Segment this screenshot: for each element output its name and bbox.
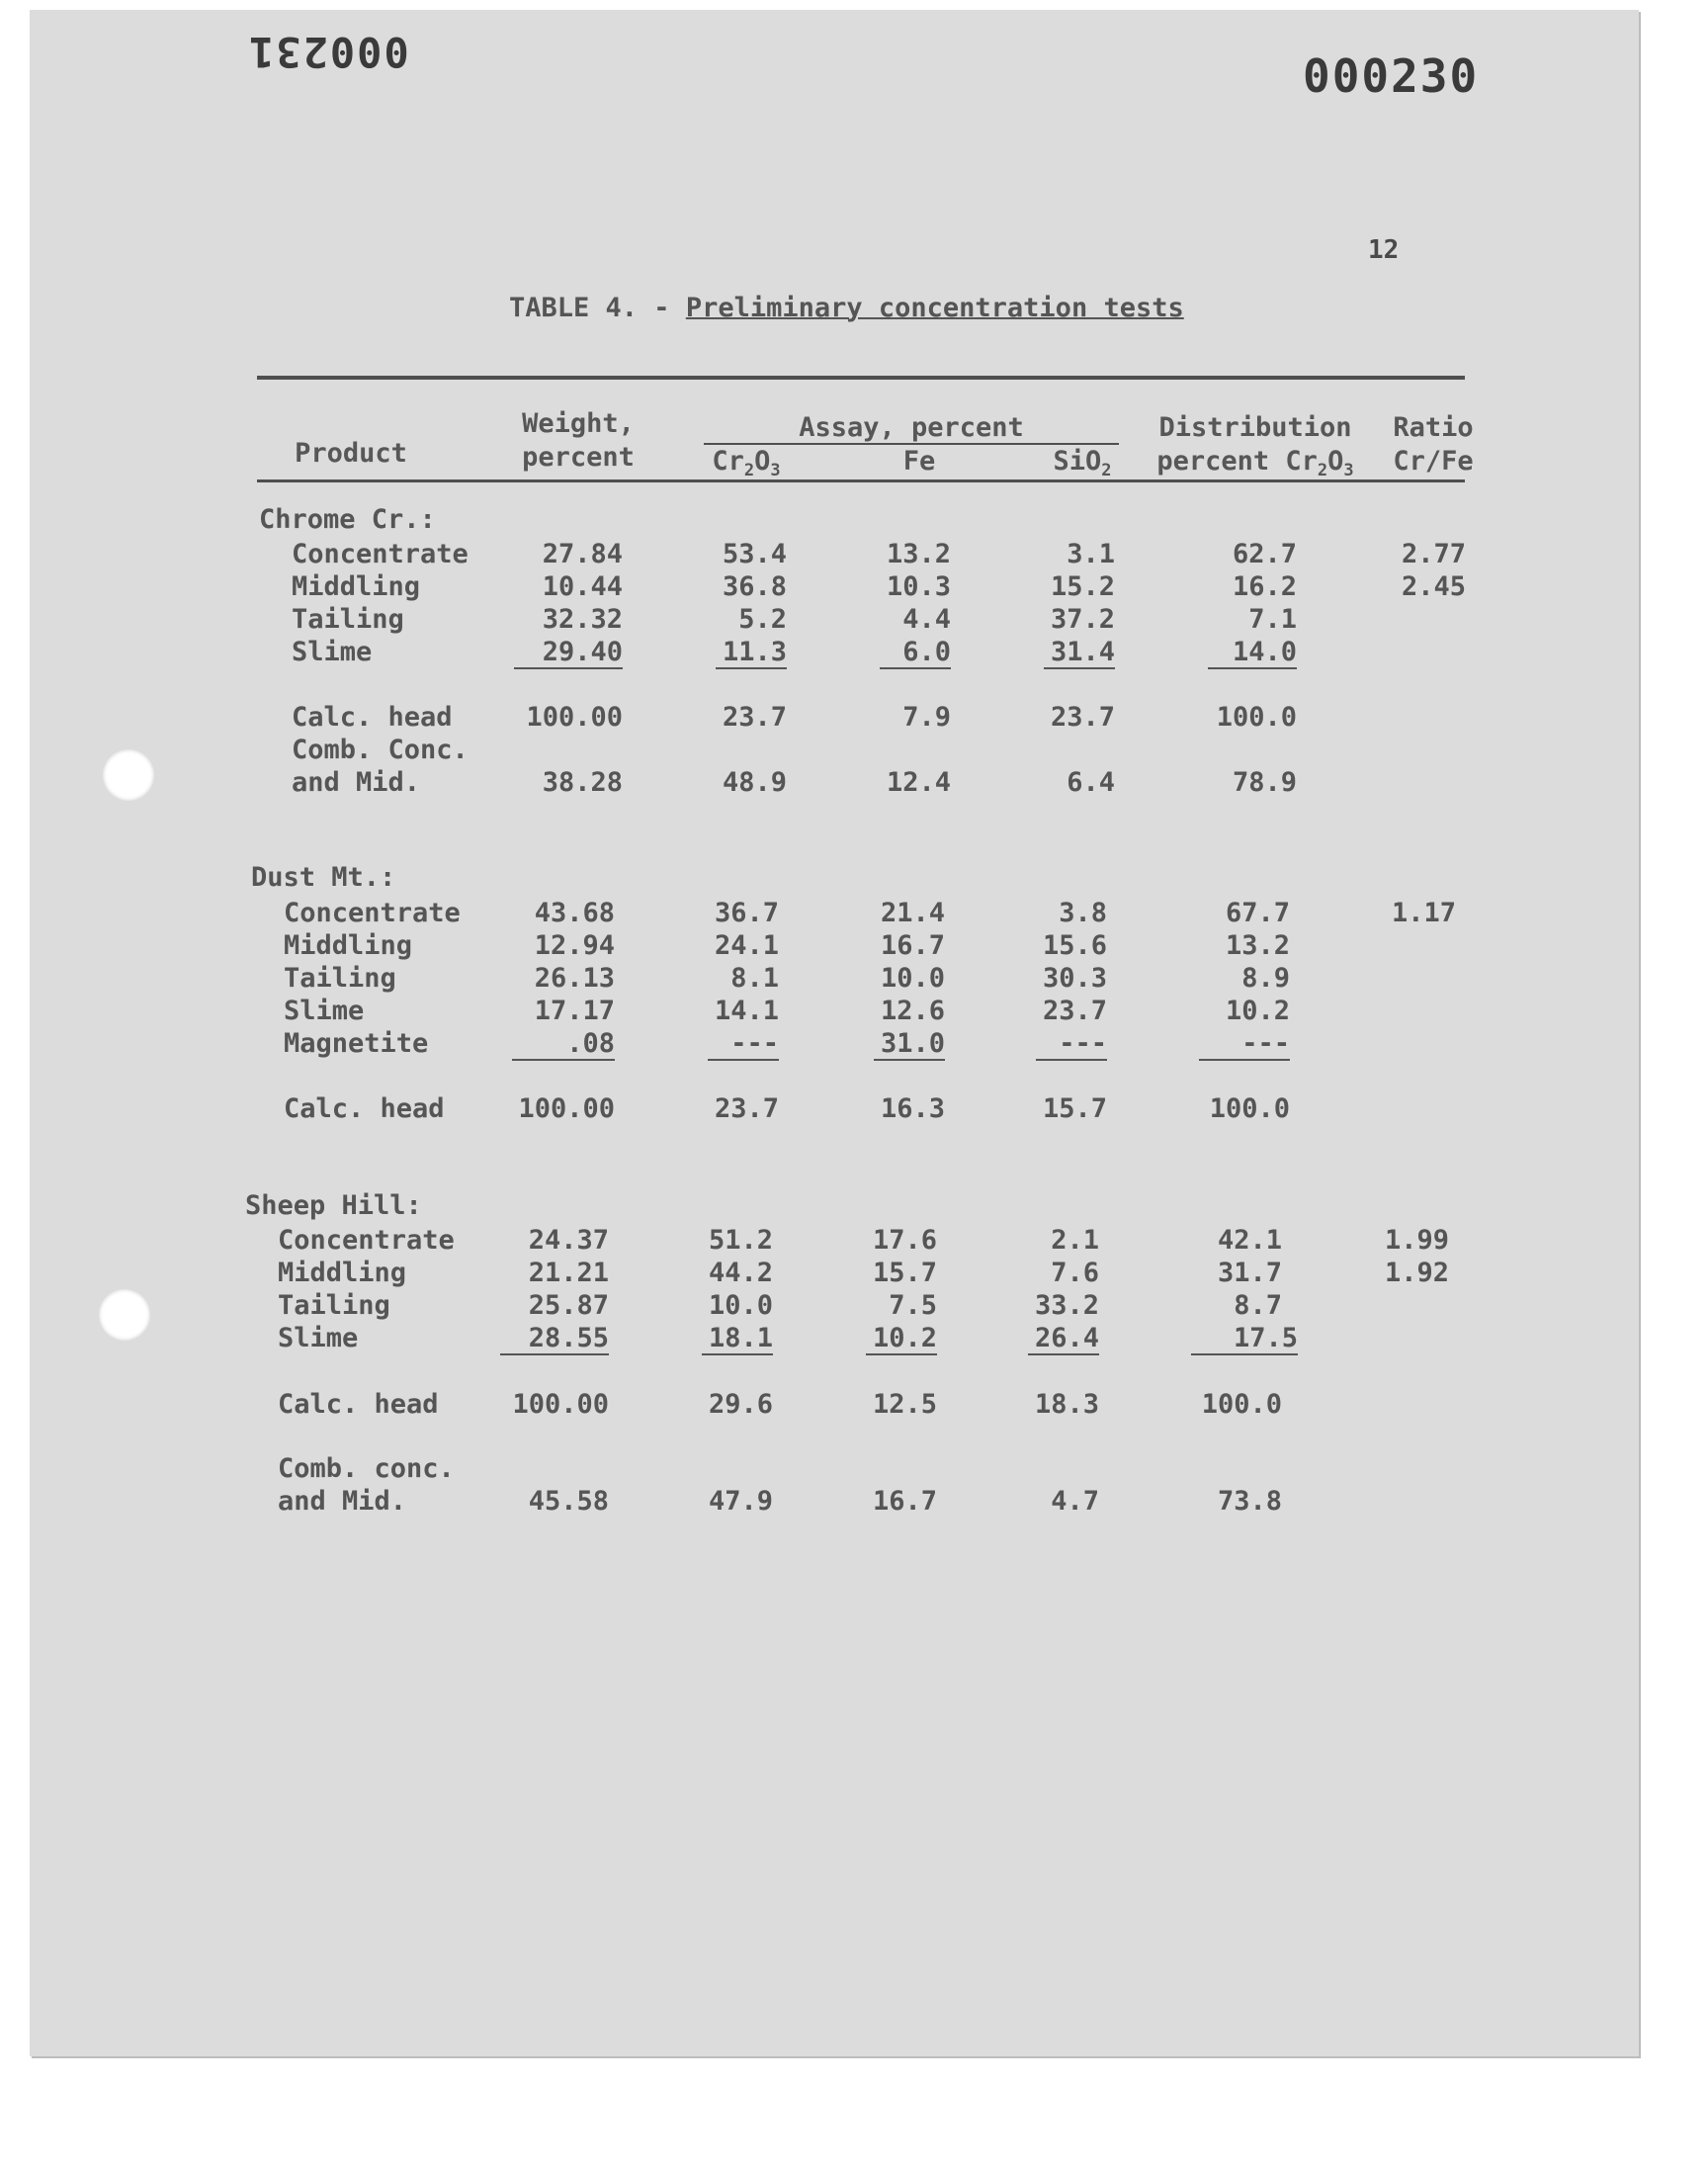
cell-cr2o3: 5.2 — [738, 604, 787, 635]
cell-weight: 100.00 — [518, 1093, 615, 1124]
cell-fe: 16.7 — [872, 1486, 937, 1517]
cell-cr2o3: 8.1 — [730, 963, 779, 994]
header-fe: Fe — [902, 446, 936, 477]
cell-distribution: 8.7 — [1234, 1290, 1282, 1321]
header-ratio — [1384, 411, 1483, 478]
cell-distribution: 31.7 — [1217, 1258, 1282, 1288]
cell-fe: 7.5 — [889, 1290, 937, 1321]
header-assay: Assay, percent — [799, 412, 1024, 443]
cell-sio2: 6.4 — [1067, 767, 1115, 798]
punch-hole-lower — [99, 1289, 150, 1341]
cell-cr2o3: --- — [708, 1028, 779, 1061]
cell-weight: 29.40 — [514, 637, 623, 669]
cell-weight: 28.55 — [500, 1323, 609, 1355]
header-distribution-line1: Distribution — [1158, 412, 1352, 443]
cell-cr2o3: 29.6 — [708, 1389, 773, 1420]
cell-weight: 38.28 — [542, 767, 623, 798]
cell-product: Calc. head — [284, 1093, 445, 1124]
cell-distribution: 14.0 — [1208, 637, 1297, 669]
cell-sio2: 3.1 — [1067, 539, 1115, 569]
cell-distribution: 10.2 — [1225, 996, 1290, 1026]
cell-cr2o3: 36.7 — [714, 898, 779, 928]
cell-distribution: 78.9 — [1232, 767, 1297, 798]
stamp-number-top-left: 000231 — [247, 28, 409, 76]
cell-sio2: 15.7 — [1042, 1093, 1107, 1124]
header-weight — [509, 407, 647, 475]
cell-sio2: 7.6 — [1051, 1258, 1099, 1288]
cell-distribution: 67.7 — [1225, 898, 1290, 928]
cell-weight: 32.32 — [542, 604, 623, 635]
cell-product: Middling — [278, 1258, 407, 1288]
cell-product: Slime — [278, 1323, 359, 1353]
cell-fe: 10.2 — [866, 1323, 937, 1355]
cell-sio2: 37.2 — [1050, 604, 1115, 635]
cell-sio2: 23.7 — [1050, 702, 1115, 733]
cell-cr2o3: 36.8 — [722, 571, 787, 602]
cell-ratio: 2.45 — [1401, 571, 1466, 602]
cell-fe: 13.2 — [886, 539, 951, 569]
cell-distribution: --- — [1199, 1028, 1290, 1061]
cell-cr2o3: 48.9 — [722, 767, 787, 798]
cell-cr2o3: 23.7 — [714, 1093, 779, 1124]
cell-distribution: 62.7 — [1232, 539, 1297, 569]
cell-cr2o3: 44.2 — [708, 1258, 773, 1288]
cell-weight: 21.21 — [528, 1258, 609, 1288]
cell-distribution: 100.0 — [1201, 1389, 1282, 1420]
cell-fe: 16.7 — [880, 930, 945, 961]
cell-fe: 12.6 — [880, 996, 945, 1026]
cell-fe: 10.0 — [880, 963, 945, 994]
cell-fe: 16.3 — [880, 1093, 945, 1124]
cell-sio2: 15.2 — [1050, 571, 1115, 602]
cell-sio2: 23.7 — [1042, 996, 1107, 1026]
cell-fe: 4.4 — [902, 604, 951, 635]
cell-sio2: 31.4 — [1044, 637, 1115, 669]
cell-weight: 12.94 — [534, 930, 615, 961]
header-sio2 — [1038, 445, 1127, 487]
group-heading-sheep-hill: Sheep Hill: — [245, 1190, 422, 1221]
cell-cr2o3: 11.3 — [716, 637, 787, 669]
punch-hole-upper — [103, 749, 154, 801]
cell-weight: 25.87 — [528, 1290, 609, 1321]
header-weight-line2: percent — [522, 442, 635, 473]
header-distribution-sub1: 2 — [1317, 461, 1328, 480]
cell-cr2o3: 24.1 — [714, 930, 779, 961]
header-sio2-sub: 2 — [1101, 461, 1112, 480]
cell-cr2o3: 47.9 — [708, 1486, 773, 1517]
cell-product: Tailing — [278, 1290, 390, 1321]
cell-sio2: 3.8 — [1059, 898, 1107, 928]
cell-fe: 7.9 — [902, 702, 951, 733]
cell-product: Concentrate — [278, 1225, 455, 1256]
cell-distribution: 73.8 — [1217, 1486, 1282, 1517]
cell-product: Concentrate — [292, 539, 469, 569]
cell-ratio: 1.99 — [1384, 1225, 1449, 1256]
cell-fe: 31.0 — [874, 1028, 945, 1061]
cell-distribution: 8.9 — [1241, 963, 1290, 994]
cell-weight: 100.00 — [512, 1389, 609, 1420]
header-cr2o3-cr: Cr — [712, 446, 744, 477]
table-title-text: Preliminary concentration tests — [685, 293, 1184, 323]
cell-cr2o3: 14.1 — [714, 996, 779, 1026]
cell-distribution: 100.0 — [1209, 1093, 1290, 1124]
cell-weight: 26.13 — [534, 963, 615, 994]
cell-weight: 17.17 — [534, 996, 615, 1026]
cell-distribution: 17.5 — [1191, 1323, 1298, 1355]
cell-weight: 24.37 — [528, 1225, 609, 1256]
header-cr2o3-sub1: 2 — [743, 461, 755, 480]
cell-distribution: 16.2 — [1232, 571, 1297, 602]
cell-product: Comb. Conc. — [292, 735, 469, 765]
header-ratio-line2: Cr/Fe — [1393, 446, 1474, 477]
header-distribution-sub2: 3 — [1343, 461, 1354, 480]
table-title-prefix: TABLE 4. - — [509, 293, 686, 323]
cell-product: Tailing — [284, 963, 396, 994]
header-product: Product — [295, 438, 407, 469]
cell-fe: 10.3 — [886, 571, 951, 602]
header-ratio-line1: Ratio — [1393, 412, 1474, 443]
cell-fe: 21.4 — [880, 898, 945, 928]
cell-product: Concentrate — [284, 898, 461, 928]
cell-sio2: 2.1 — [1051, 1225, 1099, 1256]
cell-product: Magnetite — [284, 1028, 429, 1059]
cell-cr2o3: 18.1 — [702, 1323, 773, 1355]
cell-weight: .08 — [512, 1028, 615, 1061]
header-distribution-line2 — [1142, 445, 1369, 487]
cell-ratio: 1.17 — [1391, 898, 1456, 928]
cell-distribution: 42.1 — [1217, 1225, 1282, 1256]
cell-product: and Mid. — [292, 767, 421, 798]
header-distribution — [1142, 411, 1369, 487]
cell-distribution: 100.0 — [1216, 702, 1297, 733]
cell-weight: 45.58 — [528, 1486, 609, 1517]
cell-weight: 27.84 — [542, 539, 623, 569]
cell-product: Middling — [284, 930, 413, 961]
stamp-number-top-right: 000230 — [1303, 49, 1480, 103]
cell-fe: 12.5 — [872, 1389, 937, 1420]
cell-product: Calc. head — [278, 1389, 439, 1420]
cell-cr2o3: 53.4 — [722, 539, 787, 569]
cell-fe: 12.4 — [886, 767, 951, 798]
cell-distribution: 7.1 — [1248, 604, 1297, 635]
cell-product: and Mid. — [278, 1486, 407, 1517]
header-weight-line1: Weight, — [522, 408, 635, 439]
cell-sio2: 15.6 — [1042, 930, 1107, 961]
cell-sio2: 30.3 — [1042, 963, 1107, 994]
cell-ratio: 1.92 — [1384, 1258, 1449, 1288]
cell-sio2: --- — [1036, 1028, 1107, 1061]
header-distribution-o: O — [1327, 446, 1344, 477]
header-cr2o3-o: O — [754, 446, 771, 477]
cell-product: Slime — [284, 996, 365, 1026]
cell-weight: 43.68 — [534, 898, 615, 928]
table-top-rule — [257, 376, 1465, 380]
header-sio2-base: SiO — [1053, 446, 1102, 477]
cell-fe: 15.7 — [872, 1258, 937, 1288]
cell-product: Comb. conc. — [278, 1453, 455, 1484]
header-cr2o3-sub2: 3 — [770, 461, 781, 480]
cell-cr2o3: 10.0 — [708, 1290, 773, 1321]
cell-product: Slime — [292, 637, 373, 667]
cell-product: Middling — [292, 571, 421, 602]
header-cr2o3 — [692, 445, 801, 487]
page-number: 12 — [1368, 235, 1400, 265]
group-heading-chrome: Chrome Cr.: — [259, 504, 436, 535]
cell-product: Tailing — [292, 604, 404, 635]
cell-ratio: 2.77 — [1401, 539, 1466, 569]
cell-sio2: 26.4 — [1028, 1323, 1099, 1355]
cell-product: Calc. head — [292, 702, 453, 733]
header-distribution-base: percent Cr — [1156, 446, 1318, 477]
cell-fe: 6.0 — [880, 637, 951, 669]
cell-cr2o3: 51.2 — [708, 1225, 773, 1256]
cell-sio2: 18.3 — [1034, 1389, 1099, 1420]
table-title — [509, 293, 1184, 323]
cell-sio2: 33.2 — [1034, 1290, 1099, 1321]
cell-fe: 17.6 — [872, 1225, 937, 1256]
group-heading-dust: Dust Mt.: — [251, 862, 396, 893]
cell-cr2o3: 23.7 — [722, 702, 787, 733]
cell-weight: 10.44 — [542, 571, 623, 602]
cell-distribution: 13.2 — [1225, 930, 1290, 961]
cell-weight: 100.00 — [526, 702, 623, 733]
cell-sio2: 4.7 — [1051, 1486, 1099, 1517]
